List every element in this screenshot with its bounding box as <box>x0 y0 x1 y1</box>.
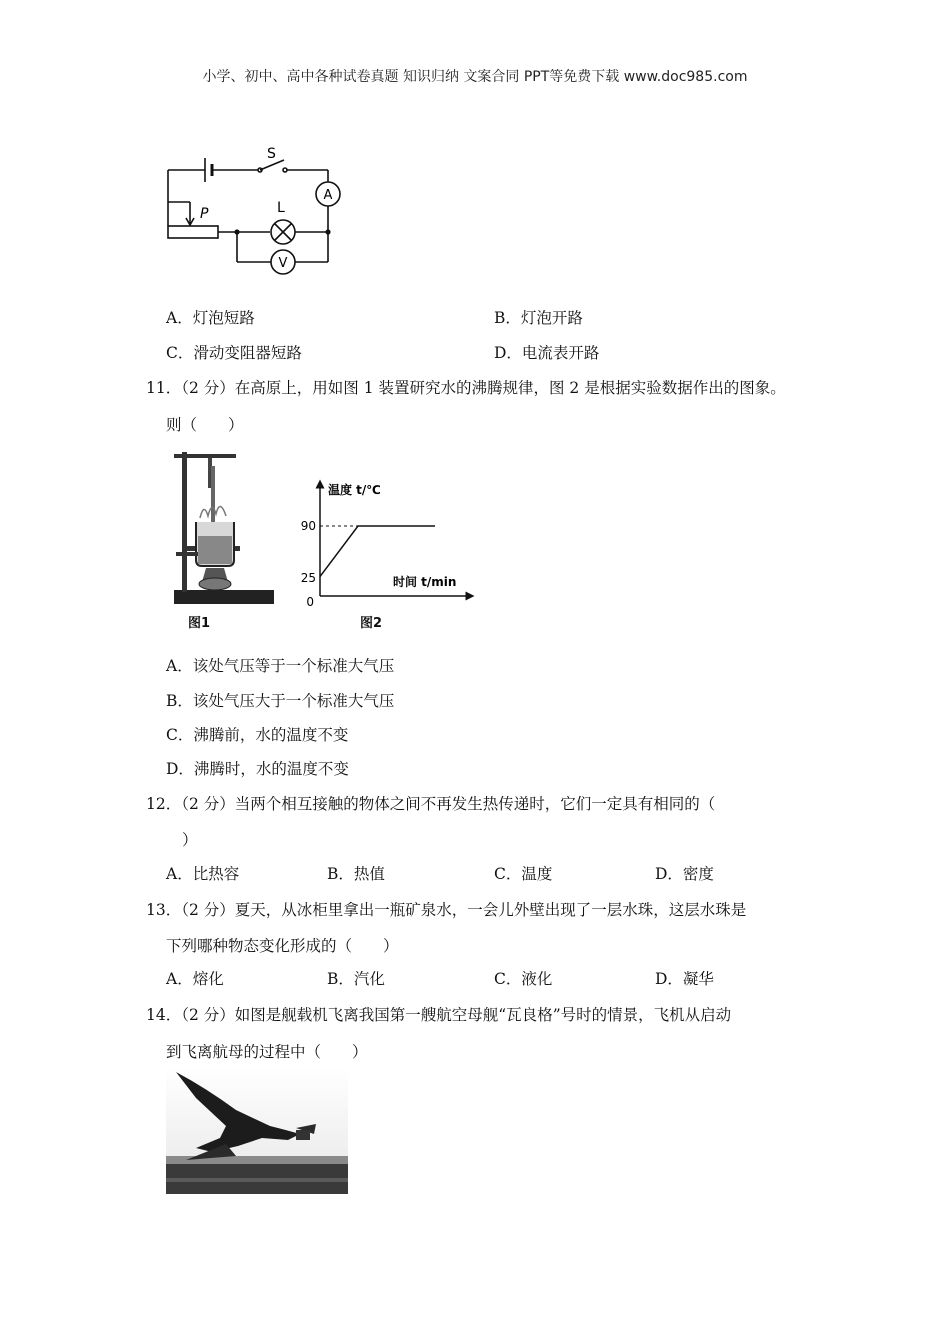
tick-label-90: 90 <box>300 519 316 533</box>
switch-label: S <box>267 146 276 162</box>
q11-option-b: B．该处气压大于一个标准大气压 <box>166 692 395 710</box>
q13-option-b: B．汽化 <box>327 970 385 988</box>
q11-option-a: A．该处气压等于一个标准大气压 <box>166 657 395 675</box>
q12-stem-line1: 12．（2 分）当两个相互接触的物体之间不再发生热传递时，它们一定具有相同的（ <box>146 795 716 813</box>
q12-option-c: C．温度 <box>494 865 553 883</box>
graph-xlabel: 时间 t/min <box>393 575 457 589</box>
graph-ylabel: 温度 t/℃ <box>328 483 381 497</box>
q10-option-c: C．滑动变阻器短路 <box>166 344 302 362</box>
q12-stem-line2: ） <box>182 831 198 849</box>
q13-stem-line1: 13．（2 分）夏天，从冰柜里拿出一瓶矿泉水，一会儿外壁出现了一层水珠，这层水珠是 <box>146 901 747 919</box>
origin-label: 0 <box>306 595 314 609</box>
figure-2-label: 图2 <box>360 616 383 631</box>
q13-option-c: C．液化 <box>494 970 553 988</box>
voltmeter-label: V <box>278 256 288 271</box>
q11-option-c: C．沸腾前，水的温度不变 <box>166 726 349 744</box>
q11-stem-line1: 11．（2 分）在高原上，用如图 1 装置研究水的沸腾规律，图 2 是根据实验数据作出的图象。 <box>146 379 786 397</box>
q13-stem-line2: 下列哪种物态变化形成的（ ） <box>166 937 399 955</box>
figure-1-label: 图1 <box>188 616 211 631</box>
q12-option-b: B．热值 <box>327 865 385 883</box>
boiling-apparatus-figure <box>168 444 278 612</box>
temperature-time-graph <box>290 478 480 610</box>
q10-option-a: A．灯泡短路 <box>166 309 255 327</box>
q14-stem-line2: 到飞离航母的过程中（ ） <box>166 1043 368 1061</box>
q14-stem-line1: 14．（2 分）如图是舰载机飞离我国第一艘航空母舰“瓦良格”号时的情景，飞机从启动 <box>146 1006 732 1024</box>
carrier-aircraft-photo <box>166 1068 348 1194</box>
tick-label-25: 25 <box>300 571 316 585</box>
page-header: 小学、初中、高中各种试卷真题 知识归纳 文案合同 PPT等免费下载 www.doc985.com <box>202 69 748 85</box>
q13-option-a: A．熔化 <box>166 970 224 988</box>
ammeter-label: A <box>323 188 333 203</box>
q11-option-d: D．沸腾时，水的温度不变 <box>166 760 349 778</box>
q11-stem-line2: 则（ ） <box>166 416 244 434</box>
q10-option-d: D．电流表开路 <box>494 344 600 362</box>
slider-label: P <box>200 206 209 222</box>
q12-option-d: D．密度 <box>655 865 714 883</box>
q10-option-b: B．灯泡开路 <box>494 309 583 327</box>
lamp-label: L <box>277 200 285 216</box>
circuit-diagram <box>160 140 350 280</box>
q12-option-a: A．比热容 <box>166 865 240 883</box>
q13-option-d: D．凝华 <box>655 970 714 988</box>
temperature-curve <box>320 526 435 577</box>
